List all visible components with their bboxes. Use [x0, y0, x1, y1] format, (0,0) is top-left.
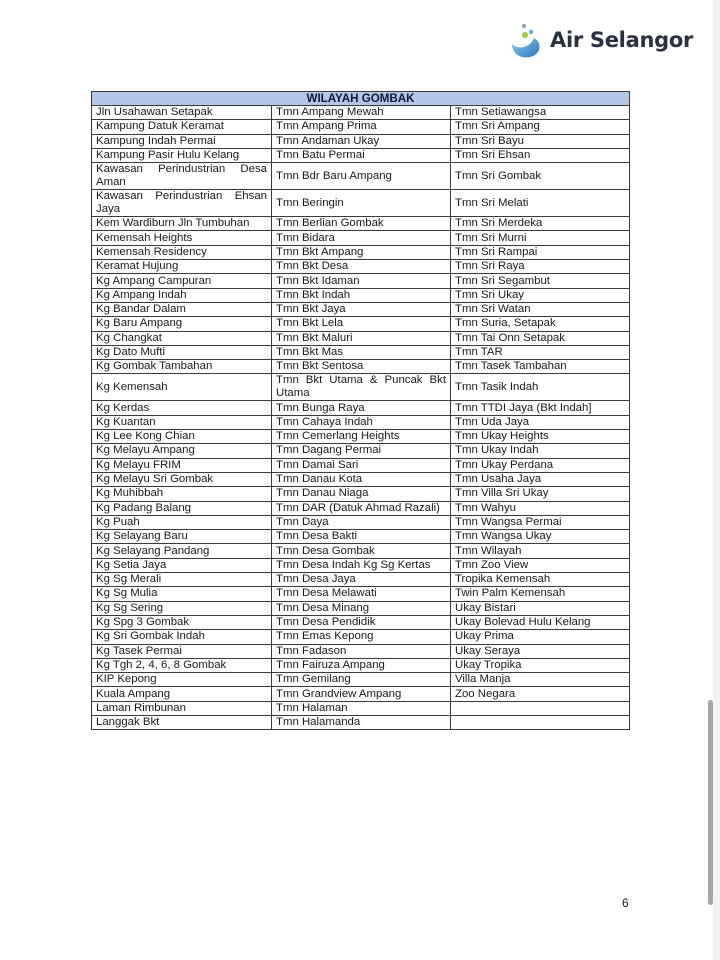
table-row [92, 288, 630, 302]
table-row [92, 444, 630, 458]
area-cell: Kem Wardiburn Jln Tumbuhan [92, 217, 272, 231]
area-cell: Laman Rimbunan [92, 701, 272, 715]
area-cell: Tmn TTDI Jaya (Bkt Indah] [451, 401, 630, 415]
area-cell: Tmn Ukay Indah [451, 444, 630, 458]
area-cell: Tmn Danau Kota [272, 472, 451, 486]
table-row [92, 260, 630, 274]
area-cell: Tmn Sri Watan [451, 302, 630, 316]
area-cell: Tmn Emas Kepong [272, 630, 451, 644]
table-row [92, 587, 630, 601]
area-cell: Tmn Bdr Baru Ampang [272, 163, 451, 190]
table-row [92, 472, 630, 486]
area-cell: Tmn Bkt Maluri [272, 331, 451, 345]
area-cell: Keramat Hujung [92, 260, 272, 274]
area-cell: Tmn Villa Sri Ukay [451, 487, 630, 501]
table-row [92, 573, 630, 587]
area-cell: Zoo Negara [451, 687, 630, 701]
area-cell: Tmn Wangsa Ukay [451, 530, 630, 544]
area-cell: Kg Bandar Dalam [92, 302, 272, 316]
area-cell: Kemensah Residency [92, 245, 272, 259]
area-cell: Tmn Cahaya Indah [272, 415, 451, 429]
area-cell: Tmn Wangsa Permai [451, 515, 630, 529]
area-cell: Kg Melayu FRIM [92, 458, 272, 472]
area-cell: Tmn Sri Segambut [451, 274, 630, 288]
table-row [92, 673, 630, 687]
area-cell: Ukay Seraya [451, 644, 630, 658]
area-cell: Tmn Ukay Heights [451, 430, 630, 444]
area-cell: Tmn Zoo View [451, 558, 630, 572]
area-cell [451, 701, 630, 715]
area-cell: Kemensah Heights [92, 231, 272, 245]
table-row [92, 458, 630, 472]
area-cell: Ukay Bolevad Hulu Kelang [451, 615, 630, 629]
area-cell: Tmn Desa Minang [272, 601, 451, 615]
area-cell: Tmn Ampang Mewah [272, 106, 451, 120]
area-cell: Kg Sg Merali [92, 573, 272, 587]
table-row [92, 530, 630, 544]
area-cell: Tmn Ampang Prima [272, 120, 451, 134]
table-row [92, 701, 630, 715]
area-cell: Kg Lee Kong Chian [92, 430, 272, 444]
area-cell: Tmn Beringin [272, 190, 451, 217]
area-cell: Kampung Indah Permai [92, 134, 272, 148]
area-cell: Tmn Tai Onn Setapak [451, 331, 630, 345]
area-cell: Tmn Bkt Indah [272, 288, 451, 302]
area-cell: Tmn Sri Bayu [451, 134, 630, 148]
area-cell: Kg Gombak Tambahan [92, 360, 272, 374]
area-cell: Tmn Usaha Jaya [451, 472, 630, 486]
scrollbar-track[interactable] [713, 0, 720, 960]
brand-logo [508, 20, 693, 60]
table-row [92, 544, 630, 558]
area-cell: Tmn Cemerlang Heights [272, 430, 451, 444]
table-row [92, 687, 630, 701]
area-cell: Kg Setia Jaya [92, 558, 272, 572]
table-row [92, 217, 630, 231]
area-cell: Tmn Sri Murni [451, 231, 630, 245]
area-cell: Tmn Tasek Tambahan [451, 360, 630, 374]
area-cell: Tmn Sri Ehsan [451, 148, 630, 162]
area-cell: Tmn Desa Indah Kg Sg Kertas [272, 558, 451, 572]
table-row [92, 345, 630, 359]
area-cell: Kg Puah [92, 515, 272, 529]
area-cell: Kg Kerdas [92, 401, 272, 415]
area-cell: Tmn Damai Sari [272, 458, 451, 472]
table-row [92, 558, 630, 572]
table-row [92, 644, 630, 658]
area-cell: Ukay Prima [451, 630, 630, 644]
area-cell: Tmn Sri Ampang [451, 120, 630, 134]
area-cell: Tmn Wilayah [451, 544, 630, 558]
area-cell: Kg Muhibbah [92, 487, 272, 501]
area-cell: Kg Spg 3 Gombak [92, 615, 272, 629]
area-cell: Kg Ampang Campuran [92, 274, 272, 288]
area-cell: Tropika Kemensah [451, 573, 630, 587]
area-cell: Tmn Gemilang [272, 673, 451, 687]
area-cell: Jln Usahawan Setapak [92, 106, 272, 120]
area-cell: Tmn Andaman Ukay [272, 134, 451, 148]
table-row [92, 120, 630, 134]
area-cell: Tmn Bkt Ampang [272, 245, 451, 259]
area-cell: Tmn Tasik Indah [451, 374, 630, 401]
area-cell: Tmn Batu Permai [272, 148, 451, 162]
area-cell: Tmn Setiawangsa [451, 106, 630, 120]
table-row [92, 331, 630, 345]
area-cell: Kg Changkat [92, 331, 272, 345]
table-row [92, 374, 630, 401]
area-cell: Kg Tasek Permai [92, 644, 272, 658]
area-cell: Tmn Bkt Jaya [272, 302, 451, 316]
area-cell: Kuala Ampang [92, 687, 272, 701]
area-cell: Tmn TAR [451, 345, 630, 359]
table-title: WILAYAH GOMBAK [92, 92, 630, 106]
area-cell: Tmn Wahyu [451, 501, 630, 515]
area-cell: Kg Dato Mufti [92, 345, 272, 359]
area-cell: Tmn Bkt Lela [272, 317, 451, 331]
area-cell: Tmn Fadason [272, 644, 451, 658]
table-row [92, 163, 630, 190]
area-cell: Tmn Sri Rampai [451, 245, 630, 259]
area-cell: Kg Padang Balang [92, 501, 272, 515]
area-cell: Tmn Ukay Perdana [451, 458, 630, 472]
table-row [92, 190, 630, 217]
table-row [92, 245, 630, 259]
area-cell: Kg Melayu Ampang [92, 444, 272, 458]
area-cell: Twin Palm Kemensah [451, 587, 630, 601]
area-cell: Kampung Pasir Hulu Kelang [92, 148, 272, 162]
area-cell [451, 715, 630, 729]
table-row [92, 501, 630, 515]
area-cell: Kg Melayu Sri Gombak [92, 472, 272, 486]
area-cell: Kg Sg Mulia [92, 587, 272, 601]
area-cell: Kawasan Perindustrian Desa Aman [92, 163, 272, 190]
area-table [91, 91, 630, 730]
area-cell: Kg Sri Gombak Indah [92, 630, 272, 644]
area-cell: Tmn Sri Gombak [451, 163, 630, 190]
area-cell: Tmn Sri Ukay [451, 288, 630, 302]
area-cell: Kg Sg Sering [92, 601, 272, 615]
area-cell: Villa Manja [451, 673, 630, 687]
area-cell: Tmn Bidara [272, 231, 451, 245]
area-cell: Tmn Desa Pendidik [272, 615, 451, 629]
area-cell: Tmn Desa Gombak [272, 544, 451, 558]
scrollbar-thumb[interactable] [708, 700, 713, 905]
area-cell: Tmn DAR (Datuk Ahmad Razali) [272, 501, 451, 515]
table-row [92, 430, 630, 444]
area-cell: Kg Selayang Pandang [92, 544, 272, 558]
table-row [92, 360, 630, 374]
table-row [92, 715, 630, 729]
table-row [92, 231, 630, 245]
area-cell: Kg Tgh 2, 4, 6, 8 Gombak [92, 658, 272, 672]
area-cell: Langgak Bkt [92, 715, 272, 729]
table-row [92, 658, 630, 672]
table-row [92, 630, 630, 644]
table-header-row [92, 92, 630, 106]
table-row [92, 134, 630, 148]
table-row [92, 106, 630, 120]
area-cell: Tmn Desa Bakti [272, 530, 451, 544]
area-cell: Tmn Grandview Ampang [272, 687, 451, 701]
area-cell: Kawasan Perindustrian Ehsan Jaya [92, 190, 272, 217]
table-row [92, 415, 630, 429]
area-cell: KIP Kepong [92, 673, 272, 687]
area-cell: Tmn Daya [272, 515, 451, 529]
table-row [92, 401, 630, 415]
area-cell: Tmn Bunga Raya [272, 401, 451, 415]
table-body [92, 106, 630, 730]
area-cell: Tmn Halamanda [272, 715, 451, 729]
table-row [92, 274, 630, 288]
table-row [92, 615, 630, 629]
area-cell: Tmn Fairuza Ampang [272, 658, 451, 672]
area-cell: Tmn Bkt Desa [272, 260, 451, 274]
table-row [92, 148, 630, 162]
area-cell: Tmn Desa Melawati [272, 587, 451, 601]
area-cell: Ukay Bistari [451, 601, 630, 615]
table-row [92, 302, 630, 316]
area-cell: Ukay Tropika [451, 658, 630, 672]
area-cell: Tmn Bkt Idaman [272, 274, 451, 288]
area-cell: Kg Ampang Indah [92, 288, 272, 302]
area-cell: Tmn Bkt Sentosa [272, 360, 451, 374]
table-row [92, 487, 630, 501]
area-cell: Tmn Dagang Permai [272, 444, 451, 458]
area-cell: Kg Baru Ampang [92, 317, 272, 331]
table-row [92, 317, 630, 331]
area-cell: Tmn Bkt Mas [272, 345, 451, 359]
area-cell: Tmn Halaman [272, 701, 451, 715]
area-cell: Tmn Sri Merdeka [451, 217, 630, 231]
page-number: 6 [622, 896, 629, 910]
area-cell: Tmn Sri Raya [451, 260, 630, 274]
area-cell: Tmn Suria, Setapak [451, 317, 630, 331]
area-cell: Tmn Sri Melati [451, 190, 630, 217]
area-cell: Tmn Bkt Utama & Puncak Bkt Utama [272, 374, 451, 401]
area-cell: Kg Selayang Baru [92, 530, 272, 544]
water-drop-icon [508, 20, 546, 60]
area-cell: Tmn Danau Niaga [272, 487, 451, 501]
table-row [92, 515, 630, 529]
area-cell: Kg Kuantan [92, 415, 272, 429]
brand-name: Air Selangor [550, 28, 694, 52]
area-cell: Kampung Datuk Keramat [92, 120, 272, 134]
area-cell: Tmn Desa Jaya [272, 573, 451, 587]
area-cell: Tmn Berlian Gombak [272, 217, 451, 231]
area-cell: Tmn Uda Jaya [451, 415, 630, 429]
area-cell: Kg Kemensah [92, 374, 272, 401]
table-row [92, 601, 630, 615]
